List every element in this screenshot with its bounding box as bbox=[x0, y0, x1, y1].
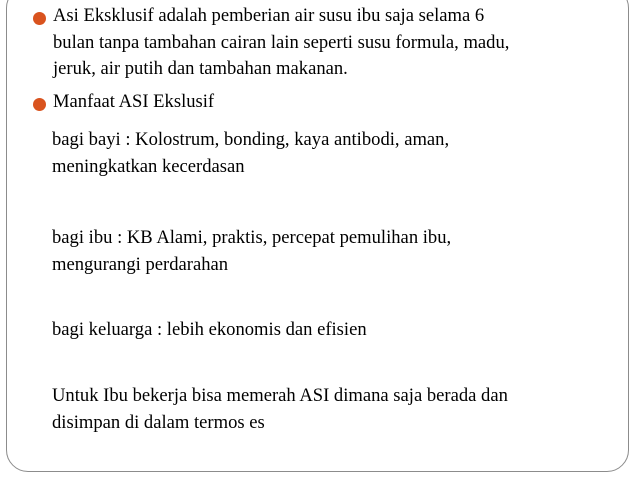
bullet-marker-1 bbox=[33, 12, 46, 25]
text-line: jeruk, air putih dan tambahan makanan. bbox=[53, 58, 348, 79]
bullet-text-2 bbox=[53, 89, 214, 116]
paragraph-ibu-bekerja bbox=[52, 383, 508, 436]
text-line: Untuk Ibu bekerja bisa memerah ASI dimana saja berada dan bbox=[52, 385, 508, 406]
text-line: meningkatkan kecerdasan bbox=[52, 155, 245, 177]
paragraph-ibu bbox=[52, 225, 451, 278]
paragraph-keluarga bbox=[52, 317, 367, 344]
bullet-marker-2 bbox=[33, 98, 46, 111]
bullet-text-1 bbox=[53, 3, 509, 83]
text-line: disimpan di dalam termos es bbox=[52, 411, 265, 433]
text-line: Asi Eksklusif adalah pemberian air susu ibu saja selama 6 bbox=[53, 5, 485, 26]
text-line: bulan tanpa tambahan cairan lain seperti susu formula, madu, bbox=[53, 31, 510, 53]
text-line: Manfaat ASI Ekslusif bbox=[53, 91, 215, 112]
paragraph-bayi bbox=[52, 127, 449, 180]
text-line: bagi ibu : KB Alami, praktis, percepat pemulihan ibu, bbox=[52, 227, 452, 248]
text-line: mengurangi perdarahan bbox=[52, 253, 229, 275]
text-line: bagi keluarga : lebih ekonomis dan efisien bbox=[52, 319, 367, 340]
text-line: bagi bayi : Kolostrum, bonding, kaya antibodi, aman, bbox=[52, 129, 450, 150]
